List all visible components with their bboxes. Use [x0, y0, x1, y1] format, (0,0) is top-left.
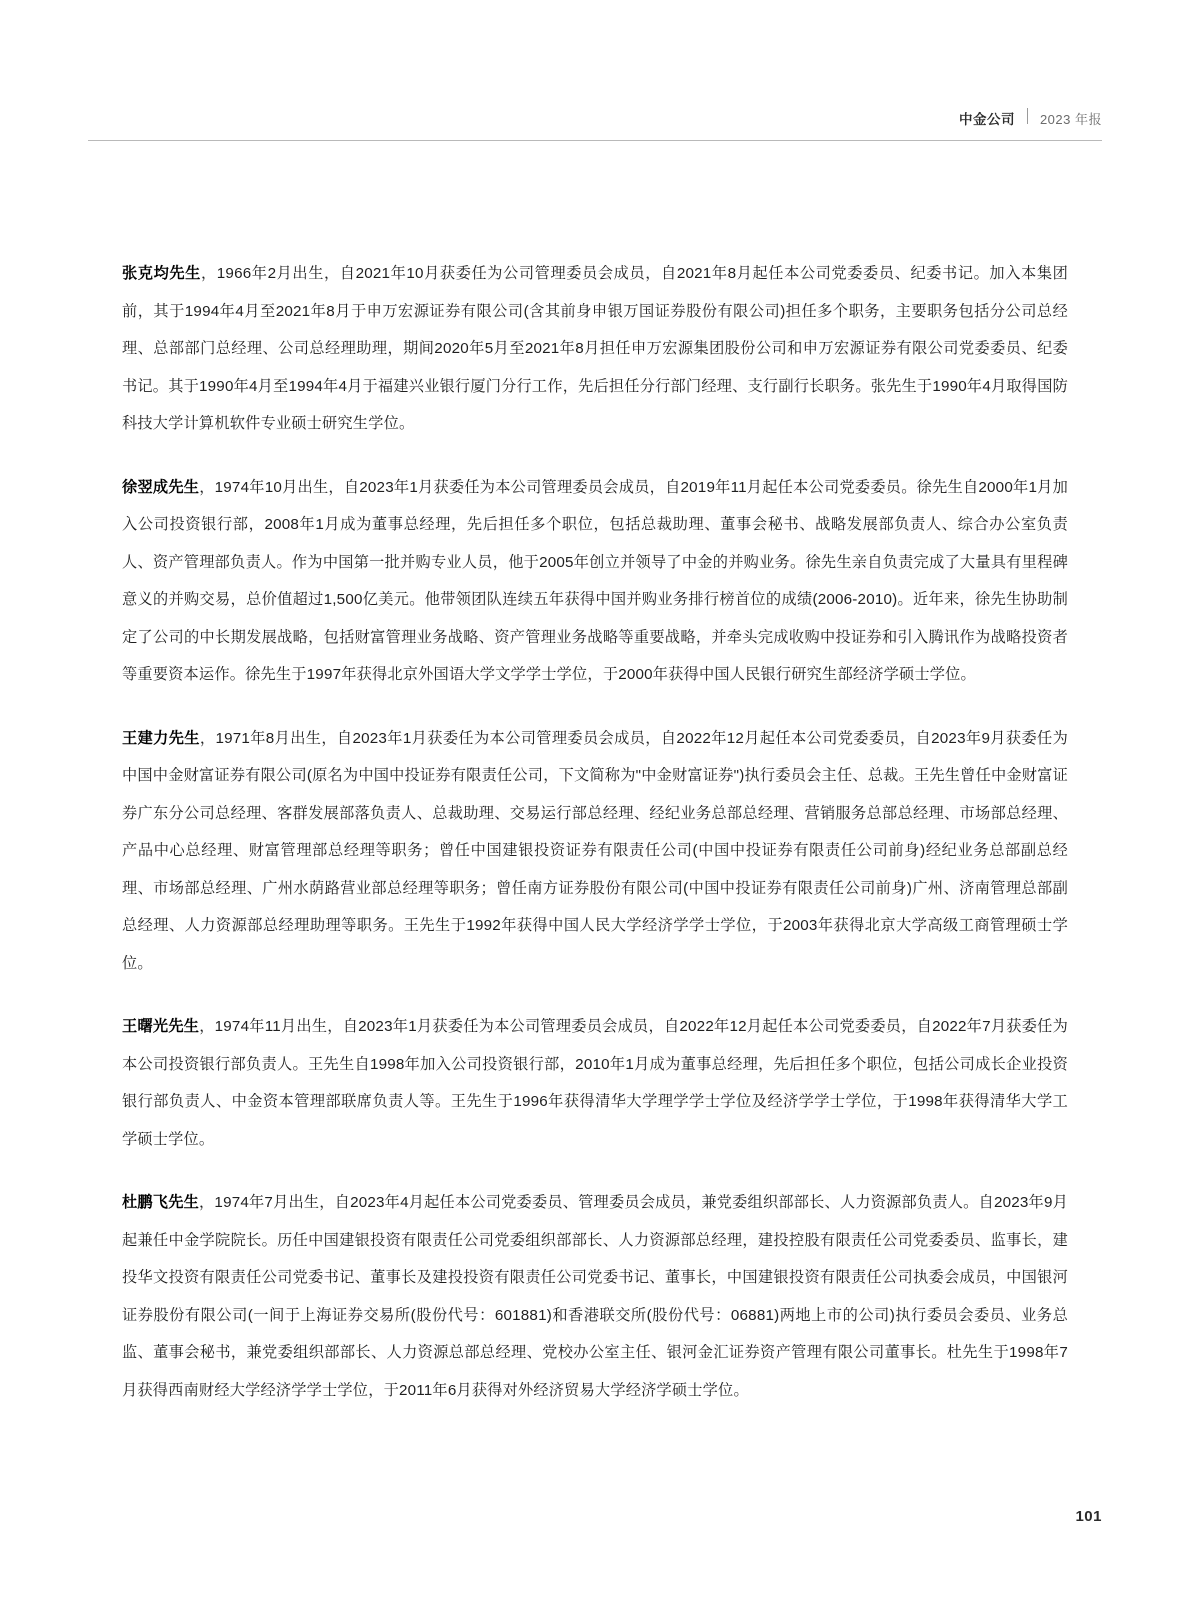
- bio-paragraph: [122, 1008, 1068, 1158]
- person-name: 张克均先生: [122, 265, 201, 282]
- person-name: 王建力先生: [122, 729, 200, 747]
- person-name: 徐翌成先生: [122, 478, 200, 496]
- person-name: 王曙光先生: [122, 1018, 200, 1035]
- person-bio-text: ，1971年8月出生，自2023年1月获委任为本公司管理委员会成员，自2022年12月起任本公司党委委员，自2023年9月获委任为中国中金财富证券有限公司(原名为中国中投证券有限责任公司，下文简称为"中金财富证券")执行委员会主任、总裁。王先生曾任中金财富证券广东分公司总经理、客群发展部落负责人、总裁助理、交易运行部总经理、经纪业务总部总经理、营销服务总部总经理、市场部总经理、产品中心总经理、财富管理部总经理等职务；曾任中国建银投资证券有限责任公司(中国中投证券有限责任公司前身)经纪业务总部副总经理、市场部总经理、广州水荫路营业部总经理等职务；曾任南方证券股份有限公司(中国中投证券有限责任公司前身)广州、济南管理总部副总经理、人力资源部总经理助理等职务。王先生于1992年获得中国人民大学经济学学士学位，于2003年获得北京大学高级工商管理硕士学位。: [122, 729, 1068, 972]
- person-name: 杜鹏飞先生: [122, 1194, 200, 1211]
- page-header: [88, 108, 1102, 128]
- person-bio-text: ，1974年7月出生，自2023年4月起任本公司党委委员、管理委员会成员，兼党委组织部部长、人力资源部负责人。自2023年9月起兼任中金学院院长。历任中国建银投资有限责任公司党委组织部部长、人力资源部总经理，建投控股有限责任公司党委委员、监事长，建投华文投资有限责任公司党委书记、董事长及建投投资有限责任公司党委书记、董事长，中国建银投资有限责任公司执委会成员，中国银河证券股份有限公司(一间于上海证券交易所(股份代号：601881)和香港联交所(股份代号：06881)两地上市的公司)执行委员会委员、业务总监、董事会秘书，兼党委组织部部长、人力资源总部总经理、党校办公室主任、银河金汇证券资产管理有限公司董事长。杜先生于1998年7月获得西南财经大学经济学学士学位，于2011年6月获得对外经济贸易大学经济学硕士学位。: [122, 1194, 1068, 1399]
- body-content: [122, 255, 1068, 1409]
- bio-paragraph: [122, 255, 1068, 443]
- header-report-year: 2023 年报: [1039, 112, 1102, 127]
- header-rule: [88, 140, 1102, 141]
- header-company-name: 中金公司: [958, 112, 1015, 127]
- person-bio-text: ，1974年11月出生，自2023年1月获委任为本公司管理委员会成员，自2022年12月起任本公司党委委员，自2022年7月获委任为本公司投资银行部负责人。王先生自1998年加入公司投资银行部，2010年1月成为董事总经理，先后担任多个职位，包括公司成长企业投资银行部负责人、中金资本管理部联席负责人等。王先生于1996年获得清华大学理学学士学位及经济学学士学位，于1998年获得清华大学工学硕士学位。: [122, 1018, 1068, 1148]
- person-bio-text: ，1966年2月出生，自2021年10月获委任为公司管理委员会成员，自2021年8月起任本公司党委委员、纪委书记。加入本集团前，其于1994年4月至2021年8月于申万宏源证券有限公司(含其前身申银万国证券股份有限公司)担任多个职务，主要职务包括分公司总经理、总部部门总经理、公司总经理助理，期间2020年5月至2021年8月担任申万宏源集团股份公司和申万宏源证券有限公司党委委员、纪委书记。其于1990年4月至1994年4月于福建兴业银行厦门分行工作，先后担任分行部门经理、支行副行长职务。张先生于1990年4月取得国防科技大学计算机软件专业硕士研究生学位。: [122, 265, 1069, 432]
- person-bio-text: ，1974年10月出生，自2023年1月获委任为本公司管理委员会成员，自2019年11月起任本公司党委委员。徐先生自2000年1月加入公司投资银行部，2008年1月成为董事总经理，先后担任多个职位，包括总裁助理、董事会秘书、战略发展部负责人、综合办公室负责人、资产管理部负责人。作为中国第一批并购专业人员，他于2005年创立并领导了中金的并购业务。徐先生亲自负责完成了大量具有里程碑意义的并购交易，总价值超过1,500亿美元。他带领团队连续五年获得中国并购业务排行榜首位的成绩(2006-2010)。近年来，徐先生协助制定了公司的中长期发展战略，包括财富管理业务战略、资产管理业务战略等重要战略，并牵头完成收购中投证券和引入腾讯作为战略投资者等重要资本运作。徐先生于1997年获得北京外国语大学文学学士学位，于2000年获得中国人民银行研究生部经济学硕士学位。: [122, 478, 1068, 683]
- bio-paragraph: [122, 469, 1068, 694]
- bio-paragraph: [122, 1184, 1068, 1409]
- page-number: 101: [1075, 1508, 1102, 1525]
- bio-paragraph: [122, 720, 1068, 983]
